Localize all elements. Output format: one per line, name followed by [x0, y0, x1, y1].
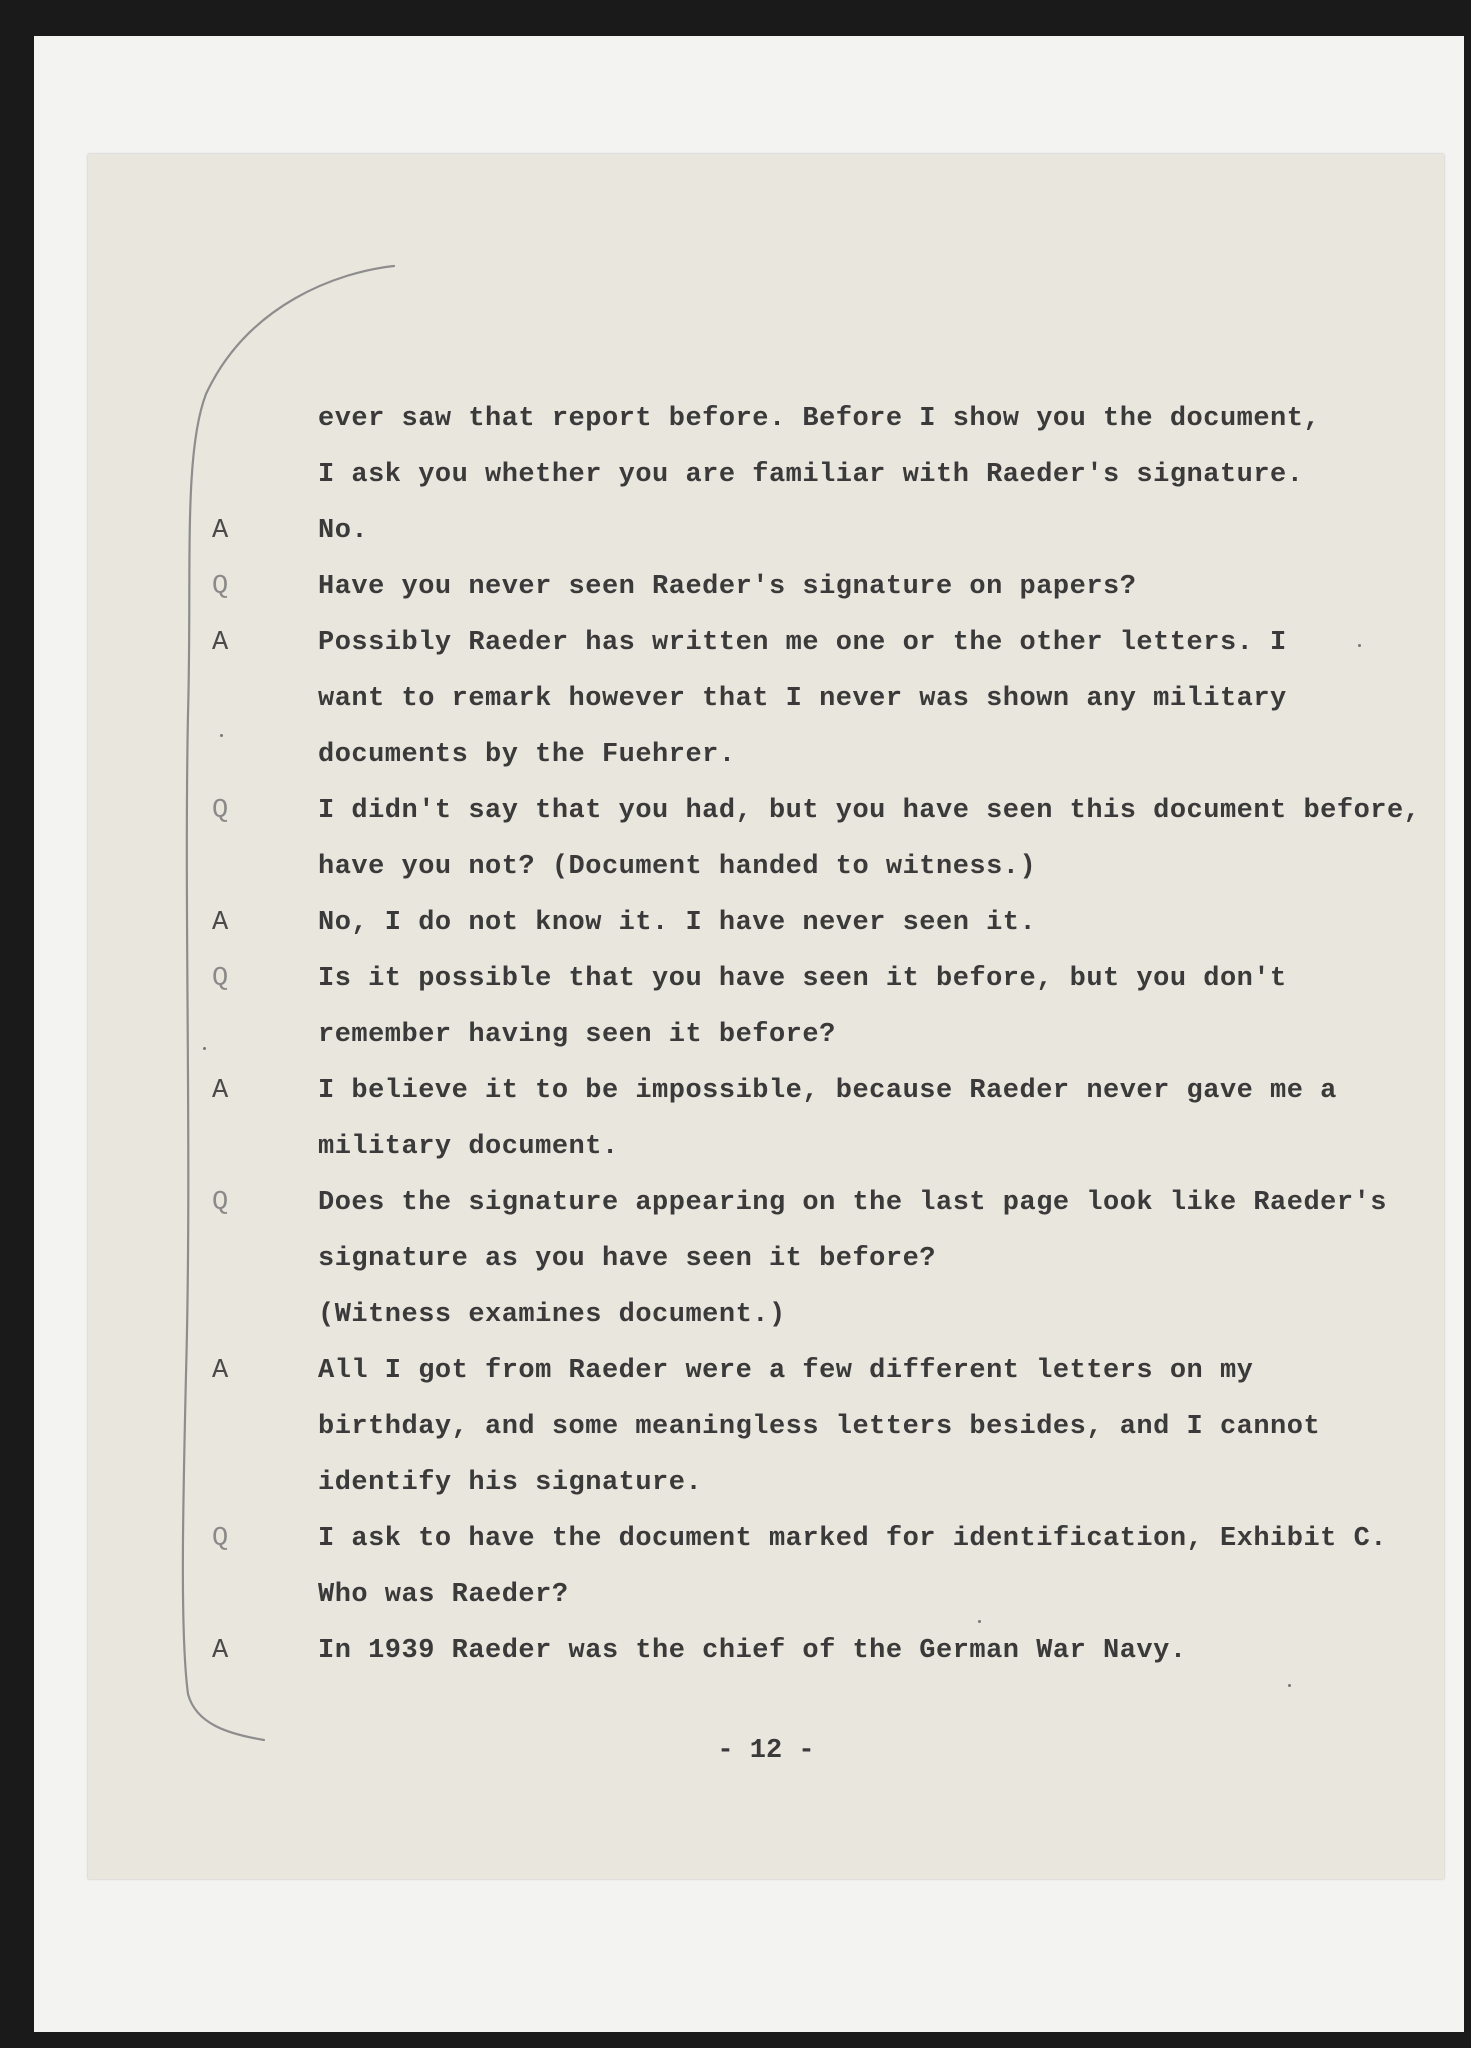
line-text: remember having seen it before?: [318, 1020, 836, 1050]
line-text: I didn't say that you had, but you have seen this document before,: [318, 796, 1421, 826]
transcript-line: [88, 1020, 1444, 1060]
line-text: Possibly Raeder has written me one or the other letters. I: [318, 628, 1287, 658]
mount-board: [34, 36, 1464, 2032]
speaker-label: A: [212, 1636, 229, 1666]
transcript-line: [88, 1132, 1444, 1172]
line-text: Is it possible that you have seen it before, but you don't: [318, 964, 1287, 994]
line-text: I ask you whether you are familiar with Raeder's signature.: [318, 460, 1304, 490]
speaker-label: Q: [212, 572, 229, 602]
line-text: I believe it to be impossible, because Raeder never gave me a: [318, 1076, 1337, 1106]
line-text: No.: [318, 516, 369, 546]
speaker-label: Q: [212, 964, 229, 994]
line-text: have you not? (Document handed to witness.): [318, 852, 1037, 882]
line-text: (Witness examines document.): [318, 1300, 786, 1330]
speaker-label: A: [212, 628, 229, 658]
speaker-label: Q: [212, 1188, 229, 1218]
speaker-label: A: [212, 516, 229, 546]
transcript-line: [88, 852, 1444, 892]
line-text: I ask to have the document marked for identification, Exhibit C.: [318, 1524, 1387, 1554]
speck: [1288, 1684, 1291, 1687]
transcript-line: [88, 1244, 1444, 1284]
transcript-line: [88, 516, 1444, 556]
speaker-label: A: [212, 1356, 229, 1386]
transcript-line: [88, 628, 1444, 668]
line-text: ever saw that report before. Before I show you the document,: [318, 404, 1321, 434]
line-text: Does the signature appearing on the last page look like Raeder's: [318, 1188, 1387, 1218]
line-text: Who was Raeder?: [318, 1580, 569, 1610]
transcript-line: [88, 460, 1444, 500]
speck: [978, 1620, 981, 1623]
speck: [1358, 644, 1361, 647]
speaker-label: A: [212, 908, 229, 938]
line-text: want to remark however that I never was shown any military: [318, 684, 1287, 714]
transcript-line: [88, 1636, 1444, 1676]
speaker-label: Q: [212, 796, 229, 826]
transcript-line: [88, 404, 1444, 444]
speaker-label: A: [212, 1076, 229, 1106]
transcript-line: [88, 964, 1444, 1004]
speck: [220, 734, 223, 737]
page-number: - 12 -: [717, 1736, 815, 1766]
line-text: Have you never seen Raeder's signature on papers?: [318, 572, 1137, 602]
transcript-line: [88, 1356, 1444, 1396]
transcript-line: [88, 1580, 1444, 1620]
line-text: All I got from Raeder were a few different letters on my: [318, 1356, 1254, 1386]
transcript-line: [88, 1412, 1444, 1452]
transcript-line: [88, 572, 1444, 612]
transcript-line: [88, 684, 1444, 724]
transcript-line: [88, 1468, 1444, 1508]
transcript-line: [88, 1076, 1444, 1116]
transcript-line: [88, 1524, 1444, 1564]
line-text: birthday, and some meaningless letters besides, and I cannot: [318, 1412, 1321, 1442]
line-text: signature as you have seen it before?: [318, 1244, 936, 1274]
line-text: military document.: [318, 1132, 619, 1162]
line-text: documents by the Fuehrer.: [318, 740, 736, 770]
transcript-line: [88, 740, 1444, 780]
speck: [203, 1047, 206, 1050]
transcript-line: [88, 796, 1444, 836]
line-text: identify his signature.: [318, 1468, 703, 1498]
typed-page: [88, 154, 1444, 1879]
line-text: No, I do not know it. I have never seen it.: [318, 908, 1037, 938]
transcript-line: [88, 1300, 1444, 1340]
transcript-line: [88, 908, 1444, 948]
line-text: In 1939 Raeder was the chief of the German War Navy.: [318, 1636, 1187, 1666]
speaker-label: Q: [212, 1524, 229, 1554]
transcript-line: [88, 1188, 1444, 1228]
